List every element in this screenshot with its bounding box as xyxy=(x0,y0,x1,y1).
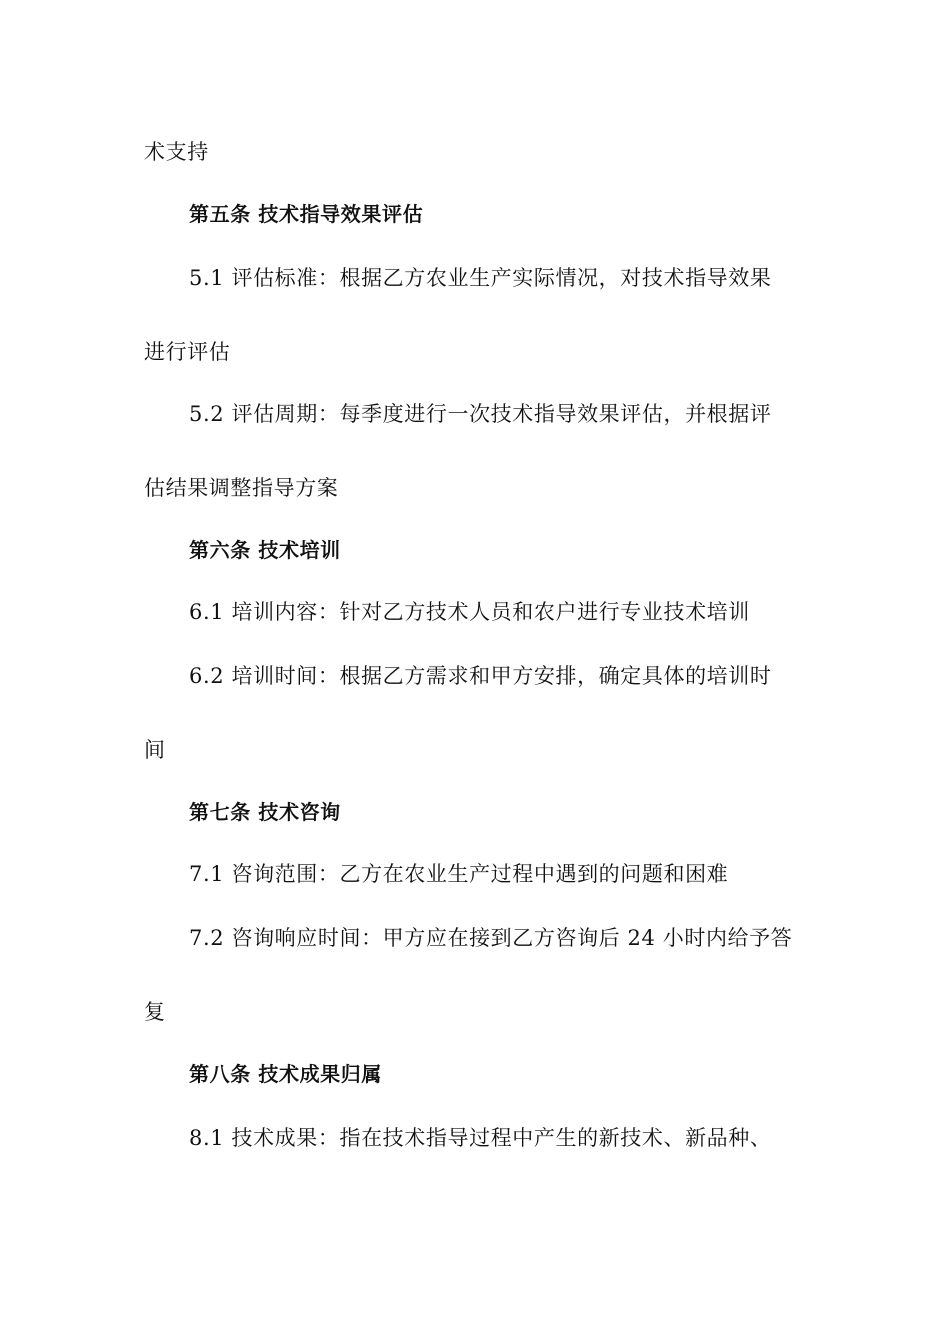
clause-6-2-continuation: 间 xyxy=(144,738,166,762)
clause-5-1: 5.1 评估标准：根据乙方农业生产实际情况，对技术指导效果 xyxy=(189,266,772,290)
clause-5-1-continuation: 进行评估 xyxy=(144,340,231,364)
section-heading-5: 第五条 技术指导效果评估 xyxy=(189,202,424,226)
clause-7-2: 7.2 咨询响应时间：甲方应在接到乙方咨询后 24 小时内给予答 xyxy=(189,926,793,950)
clause-5-2-continuation: 估结果调整指导方案 xyxy=(144,476,339,500)
clause-8-1: 8.1 技术成果：指在技术指导过程中产生的新技术、新品种、 xyxy=(189,1126,772,1150)
clause-7-1: 7.1 咨询范围：乙方在农业生产过程中遇到的问题和困难 xyxy=(189,862,729,886)
section-heading-8: 第八条 技术成果归属 xyxy=(189,1062,382,1086)
clause-7-2-continuation: 复 xyxy=(144,1000,166,1024)
paragraph-continuation: 术支持 xyxy=(144,140,209,164)
clause-6-1: 6.1 培训内容：针对乙方技术人员和农户进行专业技术培训 xyxy=(189,600,750,624)
section-heading-7: 第七条 技术咨询 xyxy=(189,800,341,824)
clause-5-2: 5.2 评估周期：每季度进行一次技术指导效果评估，并根据评 xyxy=(189,402,772,426)
clause-6-2: 6.2 培训时间：根据乙方需求和甲方安排，确定具体的培训时 xyxy=(189,664,772,688)
section-heading-6: 第六条 技术培训 xyxy=(189,538,341,562)
